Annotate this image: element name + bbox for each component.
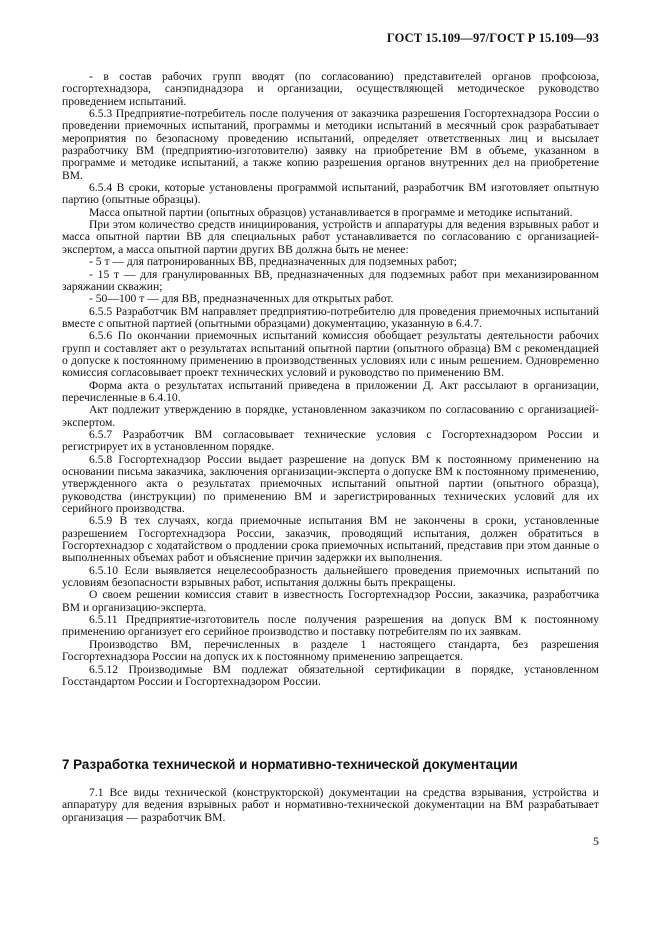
page-number: 5	[593, 834, 599, 848]
section-heading: 7 Разработка технической и нормативно-технической документации	[62, 757, 518, 772]
paragraph: Акт подлежит утверждению в порядке, установленном заказчиком по согласованию с организацией-экспертом.	[62, 403, 599, 429]
paragraph: 6.5.9 В тех случаях, когда приемочные испытания ВМ не закончены в сроки, установленные разрешением Госгортехнадзора России, заказчик, проводящий испытания, должен обратиться в Госгортехнадзор с ходатайством о продлении срока приемочных испытаний, представив при этом данные о выполненных объемах работ и объяснение причин задержки их выполнения.	[62, 514, 599, 565]
paragraph: О своем решении комиссия ставит в известность Госгортехнадзор России, заказчика, разработчика ВМ и организацию-эксперта.	[62, 588, 599, 614]
paragraph: Производство ВМ, перечисленных в разделе 1 настоящего стандарта, без разрешения Госгортехнадзора России на допуск их к постоянному применению запрещается.	[62, 637, 599, 664]
list-item: - 5 т — для патронированных ВВ, предназначенных для подземных работ;	[89, 255, 458, 269]
paragraph: 6.5.10 Если выявляется нецелесообразность дальнейшего проведения приемочных испытаний по условиям безопасности взрывных работ, испытания должны быть прекращены.	[62, 563, 599, 590]
page-header: ГОСТ 15.109—97/ГОСТ Р 15.109—93	[386, 31, 599, 45]
paragraph: 6.5.5 Разработчик ВМ направляет предприятию-потребителю для проведения приемочных испытаний вместе с опытной партией (опытными образцами) документацию, указанную в 6.4.7.	[62, 304, 599, 330]
list-item: - 15 т — для гранулированных ВВ, предназначенных для подземных работ при механизированном заряжании скважин;	[62, 267, 599, 293]
paragraph: 6.5.11 Предприятие-изготовитель после получения разрешения на допуск ВМ к постоянному применению организует его серийное производство и поставку потребителям по их заявкам.	[62, 613, 599, 639]
paragraph: 7.1 Все виды технической (конструкторской) документации на средства взрывания, устройства и аппаратуру для ведения взрывных работ и нормативно-технической документации на ВМ разрабатывает организация — разработчик ВМ.	[62, 786, 599, 824]
paragraph: - в состав рабочих групп вводят (по согласованию) представителей органов профсоюза, госгортехнадзора, санэпиднадзора и организации, осуществляющей методическое руководство проведением испытаний.	[62, 70, 599, 108]
paragraph: 6.5.3 Предприятие-потребитель после получения от заказчика разрешения Госгортехнадзора России о проведении приемочных испытаний, программы и методики испытаний в месячный срок разрабатывает мероприятия по безопасному проведению испытаний, определяет ответственных лиц и высылает разработчику ВМ (предприятию-изготовителю) заявку на приобретение ВМ в объеме, указанном в программе и методике испытаний, а также копию разрешения органов внутренних дел на приобретение ВМ.	[62, 107, 599, 182]
paragraph: При этом количество средств инициирования, устройств и аппаратуры для ведения взрывных работ и масса опытной партии ВВ для специальных работ устанавливается по согласованию с организацией-экспертом, а масса опытной партии других ВВ должна быть не менее:	[62, 218, 599, 256]
paragraph: 6.5.6 По окончании приемочных испытаний комиссия обобщает результаты деятельности рабочих групп и составляет акт о результатах испытаний опытной партии (опытного образца) ВМ с рекомендацией о допуске к постоянному применению в производственных условиях или с иным решением. Одновременно комиссия согласовывает проект технических условий и руководство по применению ВМ.	[62, 329, 599, 380]
section-body	[62, 787, 599, 824]
paragraph: Масса опытной партии (опытных образцов) устанавливается в программе и методике испытаний.	[89, 205, 573, 219]
paragraph: 6.5.12 Производимые ВМ подлежат обязательной сертификации в порядке, установленном Госстандартом России и Госгортехнадзором России.	[62, 662, 599, 688]
paragraph: 6.5.7 Разработчик ВМ согласовывает технические условия с Госгортехнадзором России и регистрирует их в установленном порядке.	[62, 427, 599, 454]
paragraph: Форма акта о результатах испытаний приведена в приложении Д. Акт рассылают в организации, перечисленные в 6.4.10.	[62, 378, 599, 404]
paragraph: 6.5.8 Госгортехнадзор России выдает разрешение на допуск ВМ к постоянному применению на основании письма заказчика, заключения организации-эксперта о допуске ВМ к постоянному применению, утвержденного акта о результатах приемочных испытаний опытной партии (опытного образца), руководства (инструкции) по применению ВМ и зарегистрированных технических условий для их серийного производства.	[62, 452, 599, 516]
paragraph: 6.5.4 В сроки, которые установлены программой испытаний, разработчик ВМ изготовляет опытную партию (опытные образцы).	[62, 181, 599, 207]
list-item: - 50—100 т — для ВВ, предназначенных для открытых работ.	[89, 292, 394, 306]
body-text	[62, 71, 599, 688]
